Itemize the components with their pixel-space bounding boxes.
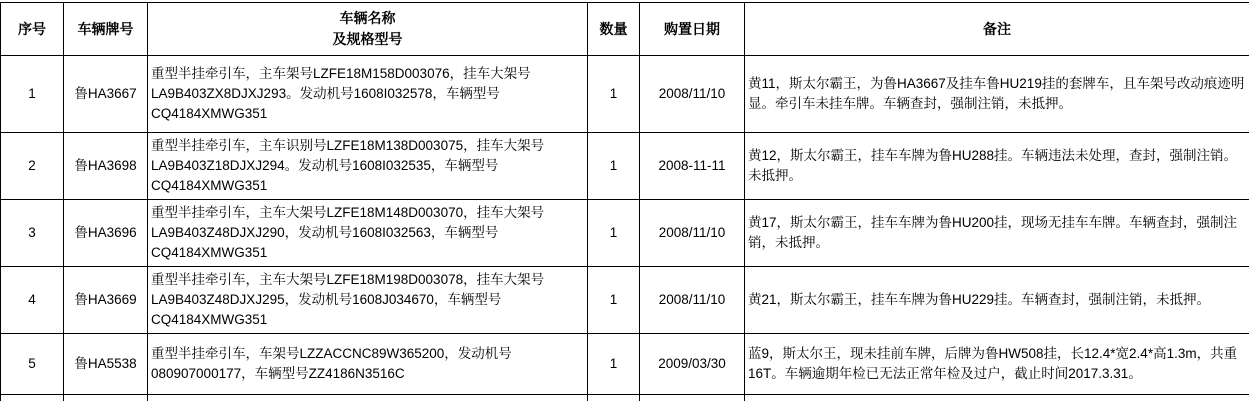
header-date: 购置日期 bbox=[640, 3, 745, 56]
date-cell: 2009/03/30 bbox=[640, 334, 745, 395]
header-plate: 车辆牌号 bbox=[64, 3, 148, 56]
header-note: 备注 bbox=[745, 3, 1249, 56]
qty-cell: 1 bbox=[588, 56, 640, 133]
note-cell: 黄11，斯太尔霸王，为鲁HA3667及挂车鲁HU219挂的套牌车，且车架号改动痕迹明显。牵引车未挂车牌。车辆查封，强制注销，未抵押。 bbox=[745, 56, 1249, 133]
date-cell: 2008/11/10 bbox=[640, 56, 745, 133]
header-name-line2: 及规格型号 bbox=[332, 31, 403, 47]
note-cell: 黄21，斯太尔霸王，挂车车牌为鲁HU229挂。车辆查封，强制注销，未抵押。 bbox=[745, 267, 1249, 334]
table-row bbox=[1, 334, 1249, 395]
seq-cell: 1 bbox=[1, 56, 64, 133]
spec-cell: 重型半挂牵引车，主车大架号LZFE18M148D003070，挂车大架号LA9B403Z48DJXJ290，发动机号1608I032563，车辆型号CQ4184XMWG351 bbox=[148, 200, 588, 267]
qty-cell bbox=[588, 395, 640, 401]
table-row bbox=[1, 200, 1249, 267]
plate-cell bbox=[64, 395, 148, 401]
header-name-line1: 车辆名称 bbox=[339, 10, 396, 26]
header-name-spec bbox=[148, 3, 588, 56]
date-cell: 2008/11/10 bbox=[640, 267, 745, 334]
date-cell: 2008-11-11 bbox=[640, 133, 745, 200]
spec-cell: 重型半挂牵引车，主车识别号LZFE18M138D003075，挂车大架号LA9B403Z18DJXJ294。发动机号1608I032535，车辆型号CQ4184XMWG351 bbox=[148, 133, 588, 200]
qty-cell: 1 bbox=[588, 133, 640, 200]
qty-cell: 1 bbox=[588, 334, 640, 395]
qty-cell: 1 bbox=[588, 267, 640, 334]
qty-cell: 1 bbox=[588, 200, 640, 267]
table-row-partial bbox=[1, 395, 1249, 401]
seq-cell: 2 bbox=[1, 133, 64, 200]
header-qty: 数量 bbox=[588, 3, 640, 56]
table-row bbox=[1, 56, 1249, 133]
header-seq: 序号 bbox=[1, 3, 64, 56]
note-cell: 蓝9，斯太尔王，现未挂前车牌，后牌为鲁HW508挂，长12.4*宽2.4*高1.3m，共重16T。车辆逾期年检已无法正常年检及过户，截止时间2017.3.31。 bbox=[745, 334, 1249, 395]
note-cell: 黄17，斯太尔霸王，挂车车牌为鲁HU200挂，现场无挂车车牌。车辆查封，强制注销，未抵押。 bbox=[745, 200, 1249, 267]
vehicle-table bbox=[0, 2, 1249, 401]
date-cell: 2008/11/10 bbox=[640, 200, 745, 267]
spec-cell: 重型半挂牵引车，主车大架号LZFE18M198D003078，挂车大架号LA9B403Z48DJXJ295，发动机号1608J034670，车辆型号CQ4184XMWG351 bbox=[148, 267, 588, 334]
table-row bbox=[1, 267, 1249, 334]
plate-cell: 鲁HA3698 bbox=[64, 133, 148, 200]
date-cell bbox=[640, 395, 745, 401]
table-row bbox=[1, 133, 1249, 200]
plate-cell: 鲁HA5538 bbox=[64, 334, 148, 395]
seq-cell bbox=[1, 395, 64, 401]
spec-cell: 重型半挂牵引车，车架号LZZACCNC89W365200，发动机号080907000177，车辆型号ZZ4186N3516C bbox=[148, 334, 588, 395]
plate-cell: 鲁HA3669 bbox=[64, 267, 148, 334]
note-cell: 黄12，斯太尔霸王，挂车车牌为鲁HU288挂。车辆违法未处理，查封，强制注销。未抵押。 bbox=[745, 133, 1249, 200]
spec-cell: 重型半挂牵引车，主车架号LZFE18M158D003076，挂车大架号LA9B403ZX8DJXJ293。发动机号1608I032578，车辆型号CQ4184XMWG351 bbox=[148, 56, 588, 133]
spec-cell bbox=[148, 395, 588, 401]
seq-cell: 5 bbox=[1, 334, 64, 395]
header-row bbox=[1, 3, 1249, 56]
plate-cell: 鲁HA3667 bbox=[64, 56, 148, 133]
plate-cell: 鲁HA3696 bbox=[64, 200, 148, 267]
seq-cell: 4 bbox=[1, 267, 64, 334]
note-cell bbox=[745, 395, 1249, 401]
seq-cell: 3 bbox=[1, 200, 64, 267]
